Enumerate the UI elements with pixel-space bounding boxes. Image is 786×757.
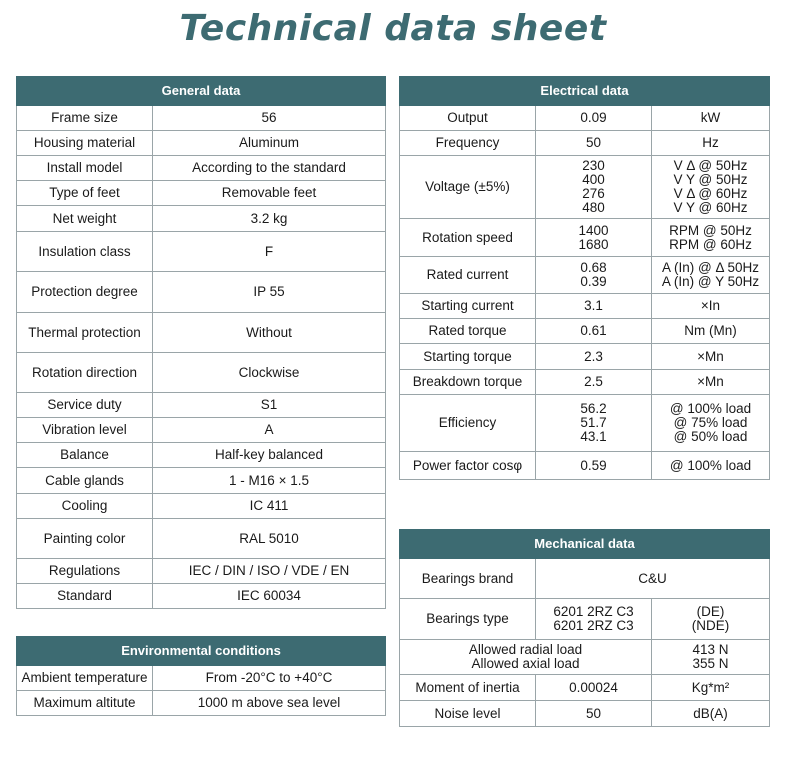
- row-value: Aluminum: [153, 131, 386, 156]
- table-row: [17, 519, 386, 559]
- row-unit-line: A (In) @ Y 50Hz: [661, 274, 760, 289]
- row-unit: [652, 294, 770, 319]
- row-unit: dB(A): [652, 701, 770, 727]
- row-unit: [652, 395, 770, 452]
- row-value-line: 0.59: [580, 457, 607, 473]
- row-value: [536, 344, 652, 370]
- row-value: IEC / DIN / ISO / VDE / EN: [153, 559, 386, 584]
- table-row: [17, 272, 386, 313]
- environmental-conditions-table: [16, 636, 386, 716]
- row-value: [536, 319, 652, 344]
- row-unit-line: V Y @ 50Hz: [673, 172, 748, 187]
- row-value: 3.2 kg: [153, 206, 386, 232]
- mechanical-data-header: Mechanical data: [400, 530, 770, 559]
- row-value: 1 - M16 × 1.5: [153, 468, 386, 494]
- row-label-line: Allowed radial load: [468, 642, 583, 657]
- row-label: Rotation speed: [400, 219, 536, 257]
- row-value: C&U: [536, 559, 770, 599]
- row-value: Clockwise: [153, 353, 386, 393]
- table-row: [400, 219, 770, 257]
- row-unit-line: @ 75% load: [673, 415, 748, 430]
- table-row: [400, 106, 770, 131]
- row-value: A: [153, 418, 386, 443]
- row-label: Cable glands: [17, 468, 153, 494]
- row-value-line: 6201 2RZ C3: [553, 618, 634, 633]
- row-value-line: 2.3: [584, 348, 603, 364]
- row-label: Voltage (±5%): [400, 156, 536, 219]
- table-row: [17, 131, 386, 156]
- row-unit-line: kW: [700, 110, 721, 125]
- row-unit-line: RPM @ 50Hz: [669, 222, 752, 238]
- mechanical-data-table: [399, 529, 770, 727]
- row-label: Regulations: [17, 559, 153, 584]
- row-value: From -20°C to +40°C: [153, 666, 386, 691]
- table-row: [17, 494, 386, 519]
- table-row: [400, 294, 770, 319]
- row-value-line: 230: [582, 158, 605, 173]
- row-label: Starting current: [400, 294, 536, 319]
- row-unit-line: @ 100% load: [669, 401, 752, 416]
- row-label: Vibration level: [17, 418, 153, 443]
- row-value: According to the standard: [153, 156, 386, 181]
- row-label: Thermal protection: [17, 313, 153, 353]
- row-value: [536, 257, 652, 294]
- row-value: [536, 106, 652, 131]
- row-value: [536, 156, 652, 219]
- row-label: Ambient temperature: [17, 666, 153, 691]
- row-label-line: Allowed axial load: [471, 656, 580, 671]
- general-data-header: General data: [17, 77, 386, 106]
- table-row: [17, 206, 386, 232]
- row-unit-line: 355 N: [692, 656, 729, 671]
- row-label: [400, 640, 652, 675]
- row-label: Standard: [17, 584, 153, 609]
- row-label: Frequency: [400, 131, 536, 156]
- row-unit-line: @ 50% load: [673, 429, 748, 444]
- table-row: [400, 640, 770, 675]
- row-unit-line: ×Mn: [697, 348, 724, 364]
- row-value-line: 0.09: [580, 110, 607, 125]
- row-unit: [652, 370, 770, 395]
- row-value-line: 400: [582, 172, 605, 187]
- row-value-line: 50: [585, 135, 602, 150]
- row-label: Output: [400, 106, 536, 131]
- row-label: Rated current: [400, 257, 536, 294]
- row-label: Breakdown torque: [400, 370, 536, 395]
- row-label: Install model: [17, 156, 153, 181]
- row-label: Efficiency: [400, 395, 536, 452]
- row-value: [536, 219, 652, 257]
- row-value: 56: [153, 106, 386, 131]
- table-row: [17, 443, 386, 468]
- row-label: Bearings type: [400, 599, 536, 640]
- table-row: [400, 599, 770, 640]
- row-value-line: 0.39: [580, 274, 607, 289]
- row-unit: [652, 131, 770, 156]
- table-row: [400, 319, 770, 344]
- row-value-line: 0.68: [580, 260, 607, 275]
- row-label: Starting torque: [400, 344, 536, 370]
- row-value: [536, 131, 652, 156]
- row-unit-line: RPM @ 60Hz: [669, 236, 752, 252]
- table-row: [400, 559, 770, 599]
- row-label: Maximum altitute: [17, 691, 153, 716]
- row-unit: [652, 219, 770, 257]
- electrical-data-header: Electrical data: [400, 77, 770, 106]
- row-value-line: 3.1: [584, 298, 603, 313]
- table-row: [400, 370, 770, 395]
- row-label: Service duty: [17, 393, 153, 418]
- row-value: [536, 395, 652, 452]
- row-unit-line: ×In: [700, 298, 721, 313]
- electrical-data-table: [399, 76, 770, 480]
- row-value-line: 1680: [578, 236, 609, 252]
- row-unit: [652, 106, 770, 131]
- table-row: [17, 393, 386, 418]
- row-unit: [652, 344, 770, 370]
- row-label: Frame size: [17, 106, 153, 131]
- table-row: [17, 106, 386, 131]
- row-label: Noise level: [400, 701, 536, 727]
- row-unit-line: V Δ @ 60Hz: [673, 186, 748, 201]
- row-value: 50: [536, 701, 652, 727]
- row-value-line: 0.61: [580, 323, 607, 338]
- row-value: 0.00024: [536, 675, 652, 701]
- row-unit: [652, 257, 770, 294]
- row-unit: [652, 319, 770, 344]
- row-value-line: 51.7: [580, 415, 607, 430]
- table-row: [17, 666, 386, 691]
- table-row: [17, 232, 386, 272]
- row-label: Protection degree: [17, 272, 153, 313]
- table-row: [400, 344, 770, 370]
- row-unit: [652, 599, 770, 640]
- table-row: [400, 701, 770, 727]
- row-label: Balance: [17, 443, 153, 468]
- row-label: Power factor cosφ: [400, 452, 536, 480]
- table-row: [17, 313, 386, 353]
- table-row: [17, 559, 386, 584]
- row-value: 1000 m above sea level: [153, 691, 386, 716]
- row-value: IC 411: [153, 494, 386, 519]
- row-label: Insulation class: [17, 232, 153, 272]
- row-value: IEC 60034: [153, 584, 386, 609]
- page-title: Technical data sheet: [179, 8, 607, 49]
- row-value: Half-key balanced: [153, 443, 386, 468]
- row-unit-line: A (In) @ Δ 50Hz: [661, 260, 759, 275]
- row-value-line: 480: [582, 200, 605, 215]
- row-unit-line: 413 N: [692, 642, 729, 657]
- row-value-line: 1400: [578, 222, 609, 238]
- row-unit: [652, 156, 770, 219]
- row-label: Rotation direction: [17, 353, 153, 393]
- table-row: [400, 156, 770, 219]
- row-unit: [652, 640, 770, 675]
- row-value-line: 6201 2RZ C3: [553, 604, 634, 619]
- row-value-line: 2.5: [584, 374, 603, 389]
- table-row: [400, 395, 770, 452]
- row-unit-line: (DE): [696, 604, 725, 619]
- row-value: F: [153, 232, 386, 272]
- row-value: Removable feet: [153, 181, 386, 206]
- row-value-line: 276: [582, 186, 605, 201]
- row-unit: Kg*m²: [652, 675, 770, 701]
- table-row: [17, 418, 386, 443]
- row-unit-line: V Δ @ 50Hz: [673, 158, 748, 173]
- environmental-conditions-header: Environmental conditions: [17, 637, 386, 666]
- row-value: RAL 5010: [153, 519, 386, 559]
- table-row: [400, 257, 770, 294]
- general-data-table: [16, 76, 386, 609]
- table-row: [400, 131, 770, 156]
- row-label: Bearings brand: [400, 559, 536, 599]
- table-row: [17, 691, 386, 716]
- table-row: [17, 584, 386, 609]
- table-row: [17, 181, 386, 206]
- row-label: Type of feet: [17, 181, 153, 206]
- row-unit-line: ×Mn: [697, 374, 724, 389]
- row-value: [536, 599, 652, 640]
- row-value: S1: [153, 393, 386, 418]
- row-unit-line: (NDE): [691, 618, 730, 633]
- row-label: Painting color: [17, 519, 153, 559]
- row-value-line: 43.1: [580, 429, 607, 444]
- row-value-line: 56.2: [580, 401, 607, 416]
- table-row: [17, 156, 386, 181]
- row-label: Moment of inertia: [400, 675, 536, 701]
- table-row: [17, 468, 386, 494]
- row-value: [536, 452, 652, 480]
- row-unit-line: @ 100% load: [669, 457, 752, 473]
- row-value: [536, 370, 652, 395]
- row-label: Net weight: [17, 206, 153, 232]
- row-unit: [652, 452, 770, 480]
- row-label: Housing material: [17, 131, 153, 156]
- row-value: [536, 294, 652, 319]
- row-unit-line: Nm (Mn): [684, 323, 737, 338]
- table-row: [400, 675, 770, 701]
- table-row: [400, 452, 770, 480]
- row-label: Cooling: [17, 494, 153, 519]
- row-label: Rated torque: [400, 319, 536, 344]
- row-unit-line: V Y @ 60Hz: [673, 200, 748, 215]
- row-value: IP 55: [153, 272, 386, 313]
- row-value: Without: [153, 313, 386, 353]
- table-row: [17, 353, 386, 393]
- row-unit-line: Hz: [702, 135, 719, 150]
